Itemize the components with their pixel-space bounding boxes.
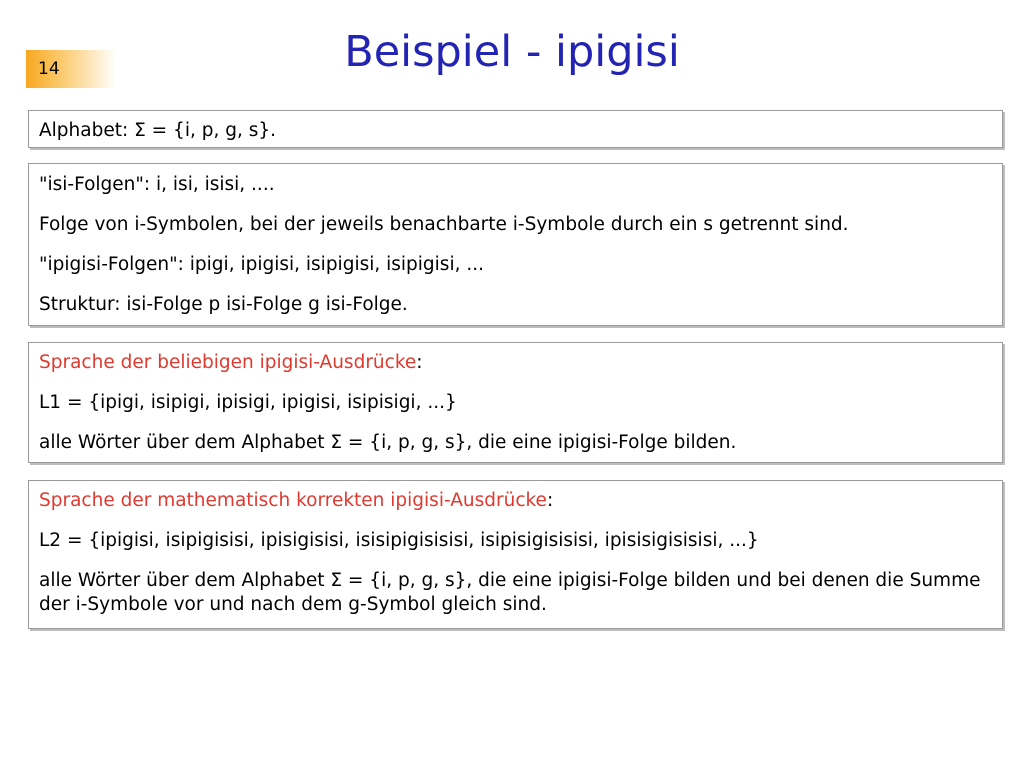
l2-set: L2 = {ipigisi, isipigisisi, ipisigisisi, isisipigisisisi, isipisigisisisi, ipisisigisisisi, ...} — [39, 530, 759, 551]
structure-line: Struktur: isi-Folge p isi-Folge g isi-Folge. — [39, 294, 408, 315]
l2-description: alle Wörter über dem Alphabet Σ = {i, p, g, s}, die eine ipigisi-Folge bilden und bei denen die Summe der i-Symbole vor und nach dem g-Symbol gleich sind. — [39, 570, 981, 615]
isi-sequences-box — [28, 163, 1003, 326]
slide-title: Beispiel - ipigisi — [344, 27, 680, 77]
l1-description: alle Wörter über dem Alphabet Σ = {i, p, g, s}, die eine ipigisi-Folge bilden. — [39, 432, 737, 453]
alphabet-box — [28, 110, 1003, 148]
ipigisi-sequences-line: "ipigisi-Folgen": ipigi, ipigisi, isipigisi, isipigisi, ... — [39, 254, 484, 275]
alphabet-definition: Alphabet: Σ = {i, p, g, s}. — [39, 120, 277, 141]
l2-heading-text: Sprache der mathematisch korrekten ipigisi-Ausdrücke — [39, 490, 547, 511]
language-l1-box — [28, 342, 1003, 463]
l1-set: L1 = {ipigi, isipigi, ipisigi, ipigisi, isipisigi, ...} — [39, 392, 457, 413]
isi-definition-line: Folge von i-Symbolen, bei der jeweils benachbarte i-Symbole durch ein s getrennt sind. — [39, 214, 849, 235]
isi-sequences-line: "isi-Folgen": i, isi, isisi, .... — [39, 174, 275, 195]
l2-heading — [39, 489, 992, 513]
language-l2-box — [28, 480, 1003, 629]
l1-heading — [39, 351, 992, 375]
l2-heading-colon: : — [546, 490, 554, 511]
l1-heading-colon: : — [416, 352, 423, 373]
l1-heading-text: Sprache der beliebigen ipigisi-Ausdrücke — [39, 352, 417, 373]
slide-number: 14 — [26, 50, 116, 88]
